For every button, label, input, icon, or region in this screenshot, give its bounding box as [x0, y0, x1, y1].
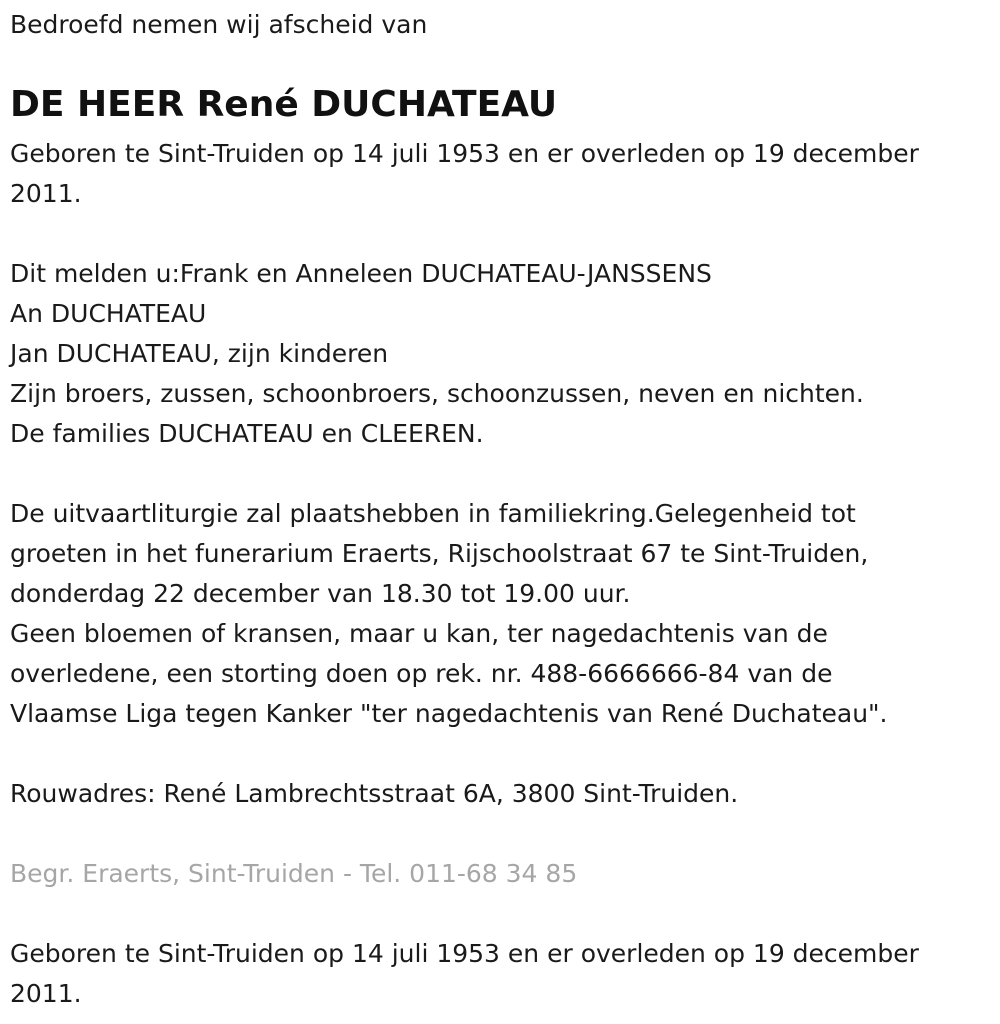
birth-death-info-repeat: [10, 934, 919, 1014]
birth-death-line: 2011.: [10, 179, 82, 208]
birth-death-line: Geboren te Sint-Truiden op 14 juli 1953 en er overleden op 19 december: [10, 939, 919, 968]
notified-by-line: Dit melden u:Frank en Anneleen DUCHATEAU-JANSSENS: [10, 259, 712, 288]
birth-death-info: [10, 134, 919, 214]
notified-by-line: An DUCHATEAU: [10, 299, 207, 328]
birth-death-line: 2011.: [10, 979, 82, 1008]
notified-by-line: Zijn broers, zussen, schoonbroers, schoonzussen, neven en nichten.: [10, 379, 864, 408]
funeral-info-line: donderdag 22 december van 18.30 tot 19.00 uur.: [10, 579, 631, 608]
funeral-info-line: Vlaamse Liga tegen Kanker "ter nagedachtenis van René Duchateau".: [10, 699, 888, 728]
funeral-info: [10, 494, 888, 734]
funeral-info-line: De uitvaartliturgie zal plaatshebben in familiekring.Gelegenheid tot: [10, 499, 856, 528]
funeral-info-line: groeten in het funerarium Eraerts, Rijschoolstraat 67 te Sint-Truiden,: [10, 539, 869, 568]
deceased-name: DE HEER René DUCHATEAU: [10, 84, 558, 125]
notified-by-list: [10, 254, 864, 454]
notified-by-line: Jan DUCHATEAU, zijn kinderen: [10, 339, 389, 368]
intro-text: Bedroefd nemen wij afscheid van: [10, 10, 428, 39]
notified-by-line: De families DUCHATEAU en CLEEREN.: [10, 419, 484, 448]
funeral-info-line: Geen bloemen of kransen, maar u kan, ter nagedachtenis van de: [10, 619, 828, 648]
birth-death-line: Geboren te Sint-Truiden op 14 juli 1953 en er overleden op 19 december: [10, 139, 919, 168]
funeral-info-line: overledene, een storting doen op rek. nr. 488-6666666-84 van de: [10, 659, 833, 688]
mourning-address: Rouwadres: René Lambrechtsstraat 6A, 3800 Sint-Truiden.: [10, 779, 739, 808]
undertaker-info: Begr. Eraerts, Sint-Truiden - Tel. 011-68 34 85: [10, 859, 578, 888]
